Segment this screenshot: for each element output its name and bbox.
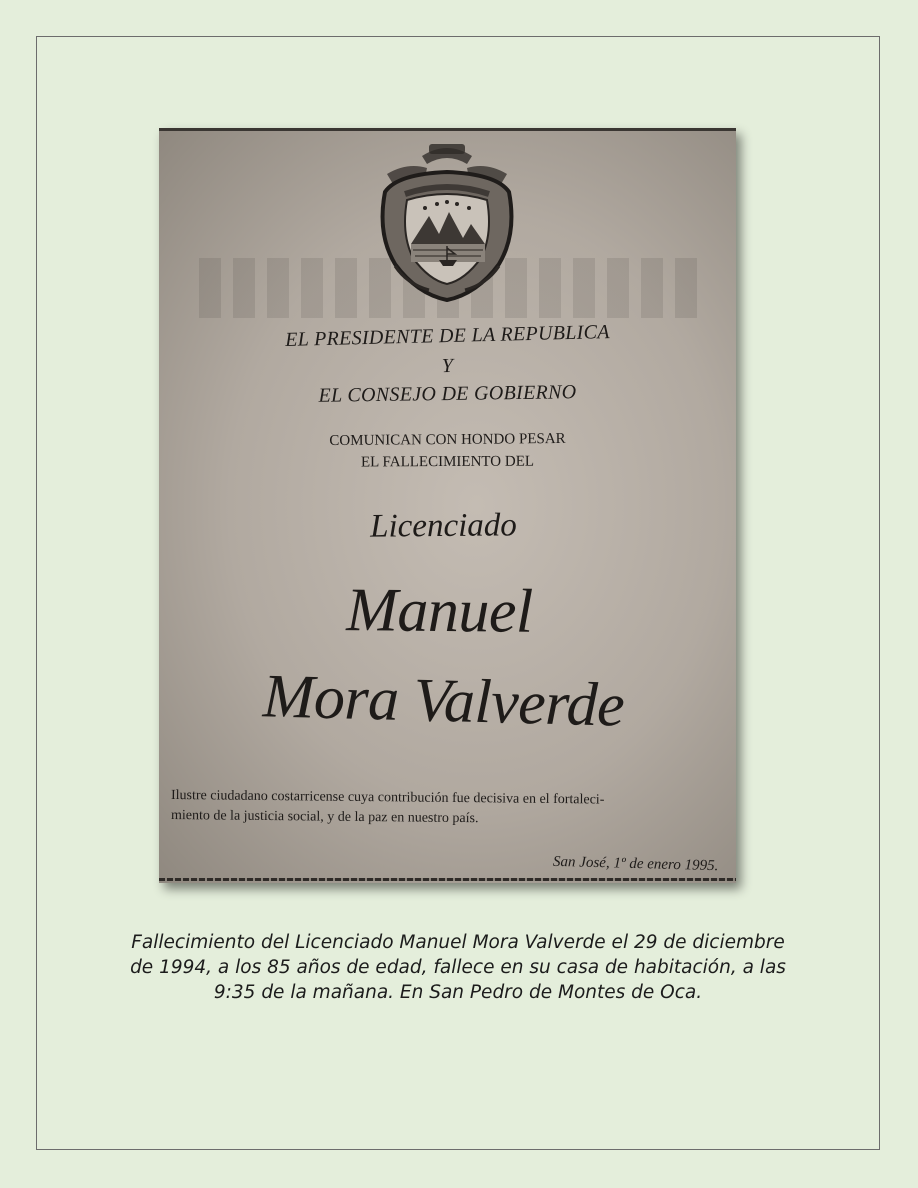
heading-line-president: EL PRESIDENTE DE LA REPUBLICA <box>284 321 611 351</box>
newspaper-photo <box>159 128 736 883</box>
name-first: Manuel <box>346 576 533 646</box>
photo-caption: Fallecimiento del Licenciado Manuel Mora Valverde el 29 de diciembre de 1994, a los 85 años de edad, fallece en su casa de habitación, a las 9:35 de la mañana. En San Pedro de Montes de Oca. <box>130 932 786 1003</box>
name-surnames: Mora Valverde <box>261 662 626 740</box>
bottom-rule <box>159 878 736 881</box>
announce-line-2: EL FALLECIMIENTO DEL <box>360 453 535 471</box>
heading-line-council: EL CONSEJO DE GOBIERNO <box>318 381 577 407</box>
dateline: San José, 1º de enero 1995. <box>552 853 719 875</box>
coat-of-arms-icon <box>367 134 527 304</box>
tribute-line-1: Ilustre ciudadano costarricense cuya contribución fue decisiva en el fortaleci- <box>170 788 605 808</box>
heading-line-y: Y <box>441 354 454 378</box>
honorific-title: Licenciado <box>370 507 517 545</box>
tribute-line-2: miento de la justicia social, y de la paz en nuestro país. <box>170 808 479 827</box>
announce-line-1: COMUNICAN CON HONDO PESAR <box>329 430 566 450</box>
